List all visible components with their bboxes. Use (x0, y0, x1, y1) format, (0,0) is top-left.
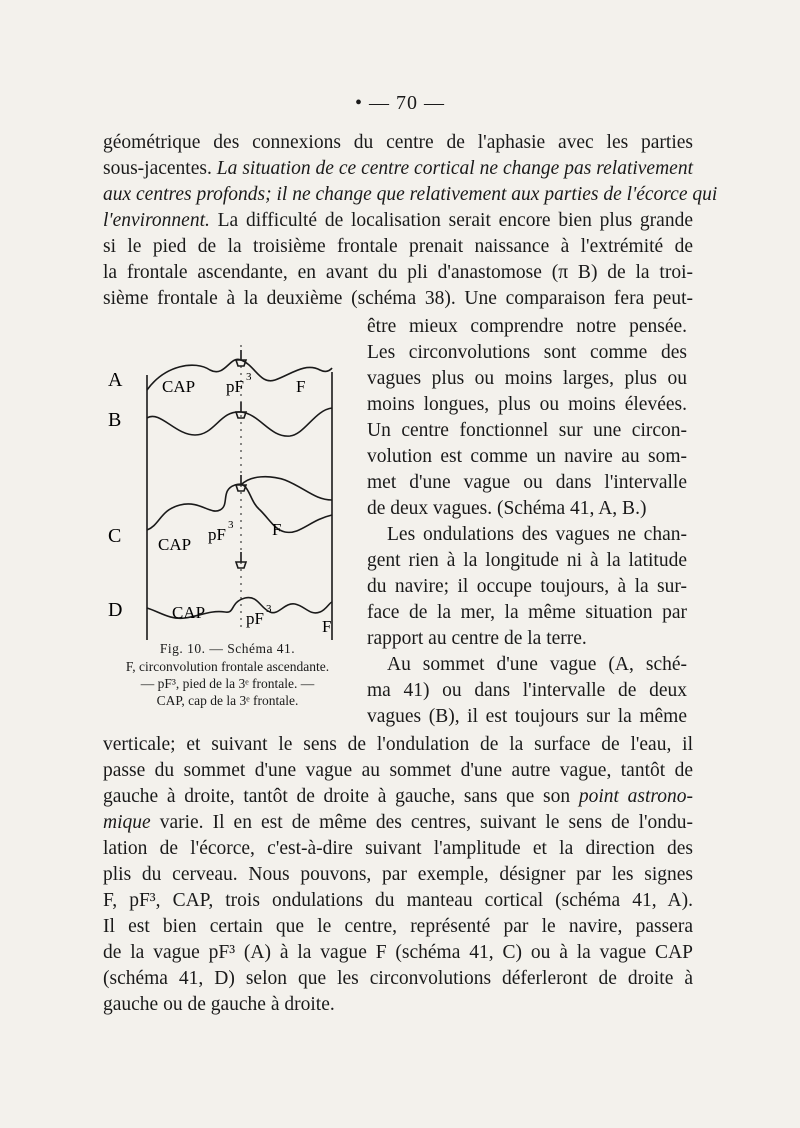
text-line: sième frontale à la deuxième (schéma 38). Une comparaison fera peut- (103, 288, 693, 309)
c-pf-sup: 3 (228, 519, 234, 531)
text-line: aux centres profonds; il ne change que relativement aux parties de l'écorce qui (103, 184, 718, 205)
d-pf-label: pF (246, 609, 264, 628)
text-line: rapport au centre de la terre. (367, 628, 587, 649)
ship-a-icon (236, 350, 246, 366)
c-f-label: F (272, 520, 282, 539)
text-line: Les ondulations des vagues ne chan- (387, 524, 687, 545)
row-label-b: B (108, 409, 122, 431)
d-f-label: F (322, 617, 332, 636)
text-line: (schéma 41, D) selon que les circonvolutions déferleront de droite à (103, 968, 693, 989)
text-line: Un centre fonctionnel sur une circon- (367, 420, 687, 441)
a-pf-label: pF (226, 377, 244, 396)
text-line: la frontale ascendante, en avant du pli d'anastomose (π B) de la troi- (103, 262, 693, 283)
text-line: du navire; il occupe toujours, à la sur- (367, 576, 687, 597)
ship-c-icon (236, 475, 246, 491)
figure-caption-line: CAP, cap de la 3ᵉ frontale. (156, 693, 299, 708)
d-pf-sup: 3 (266, 603, 272, 615)
text-line: de deux vagues. (Schéma 41, A, B.) (367, 498, 647, 519)
text-line: gent rien à la longitude ni à la latitude (367, 550, 687, 571)
text-line (103, 156, 693, 182)
schema-41-drawing (100, 340, 350, 640)
row-label-a: A (108, 369, 123, 391)
text-line: Il est bien certain que le centre, représenté par le navire, passera (103, 916, 693, 937)
text-line: vagues plus ou moins larges, plus ou (367, 368, 687, 389)
text-line: ma 41) ou dans l'intervalle de deux (367, 680, 687, 701)
text-span: La difficulté de localisation serait encore bien plus grande (209, 210, 693, 231)
wave-c-crest (241, 477, 332, 500)
a-cap-label: CAP (162, 377, 196, 396)
text-line: met d'une vague ou dans l'intervalle (367, 472, 687, 493)
c-pf-label: pF (208, 525, 226, 544)
italic-span: point astrono- (578, 786, 693, 807)
text-span: sous-jacentes. (103, 158, 217, 179)
text-line: de la vague pF³ (A) à la vague F (schéma 41, C) ou à la vague CAP (103, 942, 693, 963)
text-line: Au sommet d'une vague (A, sché- (387, 654, 687, 675)
text-line: vagues (B), il est toujours sur la même (367, 706, 687, 727)
ship-d-icon (236, 552, 246, 568)
text-line: lation de l'écorce, c'est-à-dire suivant l'amplitude et la direction des (103, 838, 693, 859)
text-line: passe du sommet d'une vague au sommet d'une autre vague, tantôt de (103, 760, 693, 781)
page-number: • — 70 — (354, 92, 445, 114)
text-line: plis du cerveau. Nous pouvons, par exemple, désigner par les signes (103, 864, 693, 885)
row-label-c: C (108, 525, 122, 547)
schema-figure (100, 340, 350, 640)
text-line: gauche ou de gauche à droite. (103, 994, 335, 1015)
text-span: gauche à droite, tantôt de droite à gauche, sans que son (103, 786, 579, 807)
text-line: géométrique des connexions du centre de l'aphasie avec les parties (103, 132, 693, 153)
c-cap-label: CAP (158, 535, 192, 554)
text-line: moins longues, plus ou moins élevées. (367, 394, 687, 415)
italic-span: La situation de ce centre cortical ne change pas relativement (216, 158, 693, 179)
text-line: volution est comme un navire au som- (367, 446, 687, 467)
d-cap-label: CAP (172, 603, 206, 622)
text-line: F, pF³, CAP, trois ondulations du manteau cortical (schéma 41, A). (103, 890, 693, 911)
text-line: être mieux comprendre notre pensée. (367, 316, 687, 337)
text-line: Les circonvolutions sont comme des (367, 342, 687, 363)
italic-span: mique (103, 812, 151, 833)
italic-span: l'environnent. (103, 210, 210, 231)
text-line (103, 784, 693, 810)
figure-caption-line: F, circonvolution frontale ascendante. (125, 659, 330, 674)
row-label-d: D (108, 599, 123, 621)
text-line: si le pied de la troisième frontale prenait naissance à l'extrémité de (103, 236, 693, 257)
a-f-label: F (296, 377, 306, 396)
text-line (103, 208, 693, 234)
text-line: verticale; et suivant le sens de l'ondulation de la surface de l'eau, il (103, 734, 693, 755)
text-line: face de la mer, la même situation par (367, 602, 687, 623)
text-line (103, 810, 693, 836)
a-pf-sup: 3 (246, 371, 252, 383)
text-span: varie. Il en est de même des centres, suivant le sens de l'ondu- (150, 812, 693, 833)
figure-caption-line: — pF³, pied de la 3ᵉ frontale. — (140, 676, 315, 691)
figure-caption-title: Fig. 10. — Schéma 41. (159, 641, 296, 656)
